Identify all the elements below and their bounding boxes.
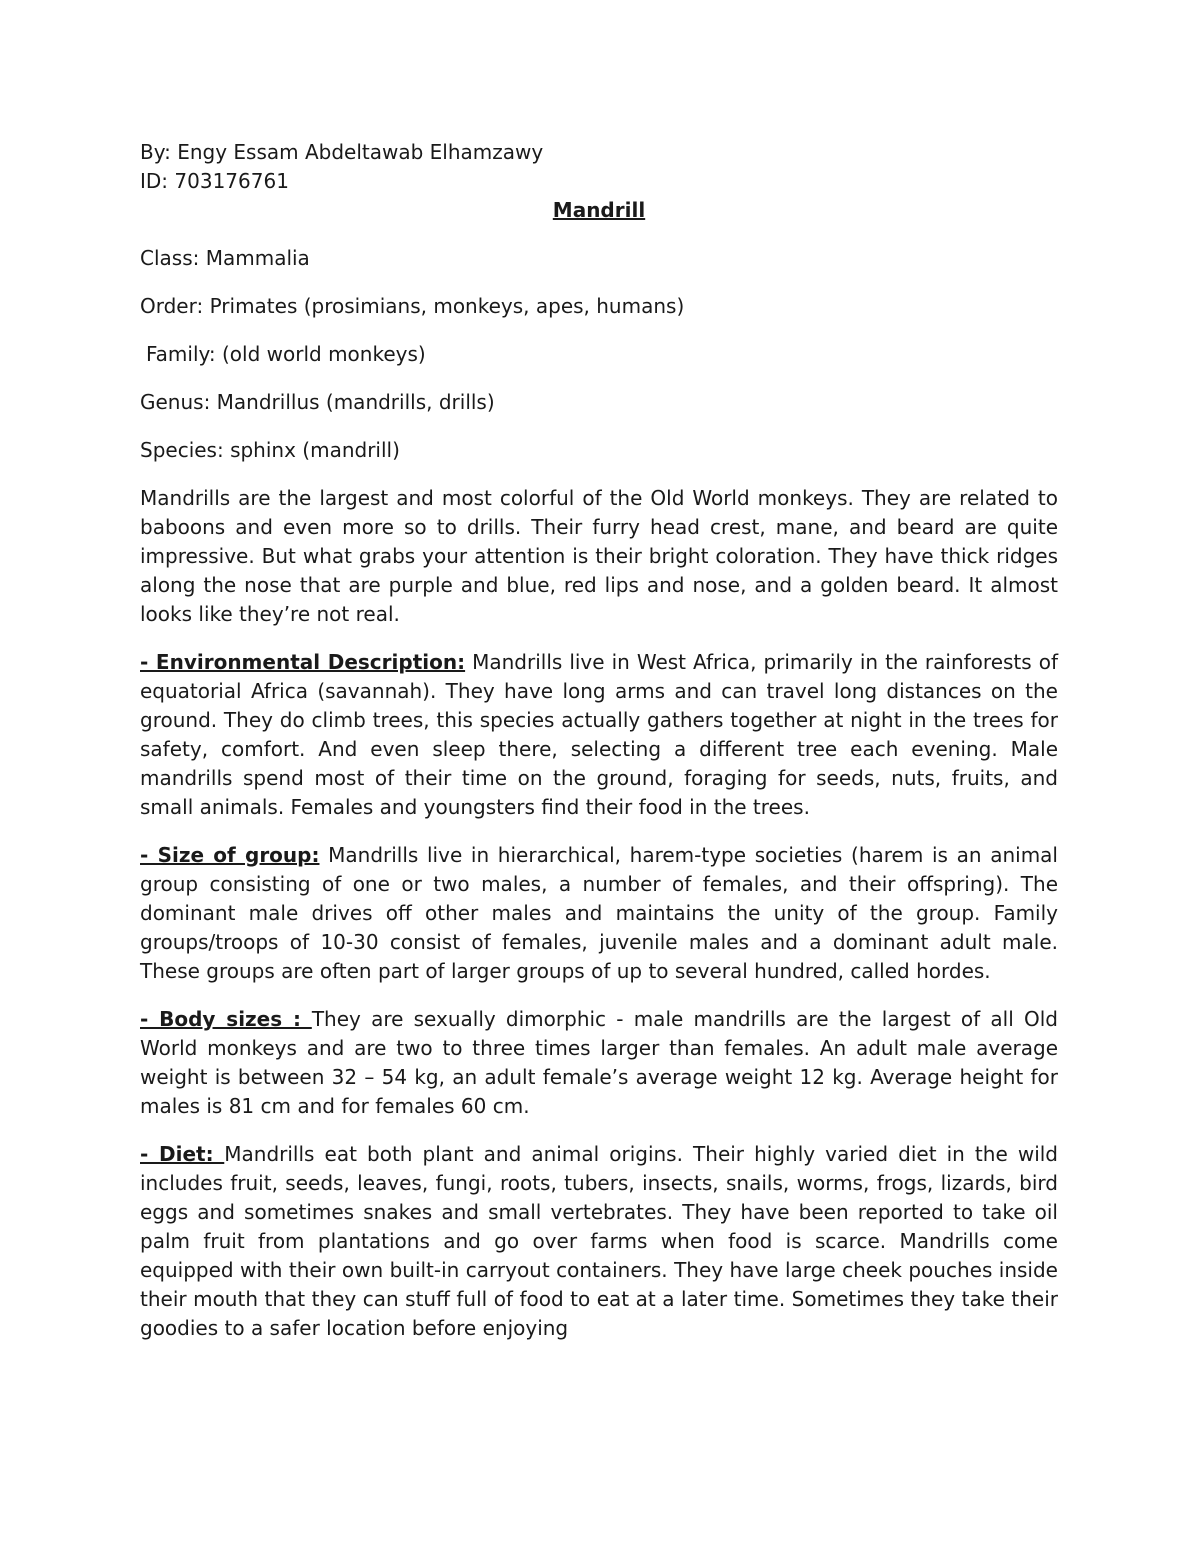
student-id-line: ID: 703176761	[140, 169, 289, 193]
document-title: Mandrill	[552, 198, 646, 222]
section-label: - Size of group:	[140, 843, 320, 867]
taxonomy-order: Order: Primates (prosimians, monkeys, apes, humans)	[140, 294, 685, 318]
section-label: - Body sizes :	[140, 1007, 312, 1031]
section-text: Mandrills eat both plant and animal origins. Their highly varied diet in the wild includes fruit, seeds, leaves, fungi, roots, tubers, insects, snails, worms, frogs, lizards, bird eggs and sometimes snakes and small vertebrates. They have been reported to take oil palm fruit from plantations and go over farms when food is scarce. Mandrills come equipped with their own built-in carryout containers. They have large cheek pouches inside their mouth that they can stuff full of food to eat at a later time. Sometimes they take their goodies to a safer location before enjoying	[140, 1142, 1059, 1340]
section-diet	[140, 1140, 1058, 1343]
intro-paragraph: Mandrills are the largest and most colorful of the Old World monkeys. They are related to baboons and even more so to drills. Their furry head crest, mane, and beard are quite impressive. But what grabs your attention is their bright coloration. They have thick ridges along the nose that are purple and blue, red lips and nose, and a golden beard. It almost looks like they’re not real.	[140, 486, 1058, 626]
taxonomy-genus: Genus: Mandrillus (mandrills, drills)	[140, 390, 495, 414]
taxonomy-class: Class: Mammalia	[140, 246, 310, 270]
section-body-sizes	[140, 1005, 1058, 1121]
section-text: Mandrills live in hierarchical, harem-type societies (harem is an animal group consisting of one or two males, a number of females, and their offspring). The dominant male drives off other males and maintains the unity of the group. Family groups/troops of 10-30 consist of females, juvenile males and a dominant adult male. These groups are often part of larger groups of up to several hundred, called hordes.	[140, 843, 1058, 983]
section-text: They are sexually dimorphic - male mandrills are the largest of all Old World monkeys and are two to three times larger than females. An adult male average weight is between 32 – 54 kg, an adult female’s average weight 12 kg. Average height for males is 81 cm and for females 60 cm.	[140, 1007, 1058, 1118]
document-page	[140, 138, 1058, 1362]
section-label: - Diet:	[140, 1142, 225, 1166]
taxonomy-family: Family: (old world monkeys)	[146, 342, 426, 366]
section-text: Mandrills live in West Africa, primarily in the rainforests of equatorial Africa (savannah). They have long arms and can travel long distances on the ground. They do climb trees, this species actually gathers together at night in the trees for safety, comfort. And even sleep there, selecting a different tree each evening. Male mandrills spend most of their time on the ground, foraging for seeds, nuts, fruits, and small animals. Females and youngsters find their food in the trees.	[140, 650, 1058, 819]
author-line: By: Engy Essam Abdeltawab Elhamzawy	[140, 140, 544, 164]
section-environment	[140, 648, 1058, 822]
taxonomy-species: Species: sphinx (mandrill)	[140, 438, 400, 462]
section-group-size	[140, 841, 1058, 986]
section-label: - Environmental Description:	[140, 650, 466, 674]
